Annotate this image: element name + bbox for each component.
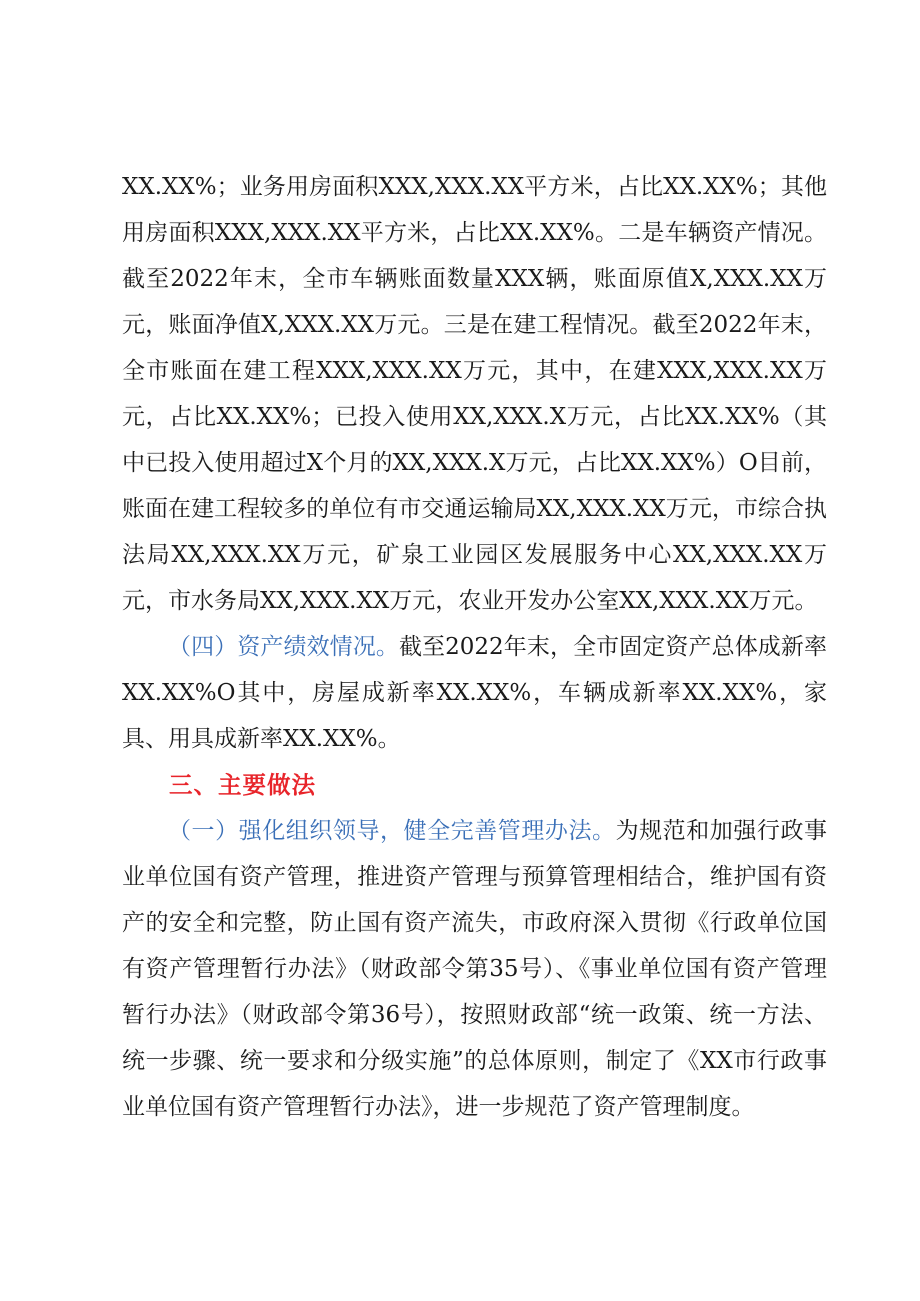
subheading-organization-leadership: （一）强化组织领导，健全完善管理办法。 [168, 818, 616, 844]
paragraph-text: XX.XX%；业务用房面积XXX,XXX.XX平方米，占比XX.XX%；其他用房面积XXX,XXX.XX平方米，占比XX.XX%。二是车辆资产情况。截至2022年末，全市车辆账面数量XXX辆，账面原值X,XXX.XX万元，账面净值X,XXX.XX万元。三是在建工程情况。截至2022年末，全市账面在建工程XXX,XXX.XX万元，其中，在建XXX,XXX.XX万元，占比XX.XX%；已投入使用XX,XXX.X万元，占比XX.XX%（其中已投入使用超过X个月的XX,XXX.X万元，占比XX.XX%）O目前，账面在建工程较多的单位有市交通运输局XX,XXX.XX万元，市综合执法局XX,XXX.XX万元，矿泉工业园区发展服务中心XX,XXX.XX万元，市水务局XX,XXX.XX万元，农业开发办公室XX,XXX.XX万元。 [122, 174, 827, 614]
subheading-asset-performance: （四）资产绩效情况。 [168, 634, 399, 660]
paragraph-text: 截至2022年末，全市固定资产总体成新率XX.XX%O其中，房屋成新率XX.XX%，车辆成新率XX.XX%，家具、用具成新率XX.XX%。 [122, 634, 827, 752]
paragraph-organization-leadership [122, 808, 827, 1130]
paragraph-asset-performance [122, 624, 827, 762]
section-heading-main-practices: 三、主要做法 [169, 771, 316, 799]
paragraph-building-vehicle-construction [122, 164, 827, 624]
document-body [122, 164, 827, 1130]
paragraph-text: 为规范和加强行政事业单位国有资产管理，推进资产管理与预算管理相结合，维护国有资产的安全和完整，防止国有资产流失，市政府深入贯彻《行政单位国有资产管理暂行办法》（财政部令第35号）、《事业单位国有资产管理暂行办法》（财政部令第36号），按照财政部“统一政策、统一方法、统一步骤、统一要求和分级实施”的总体原则，制定了《XX市行政事业单位国有资产管理暂行办法》，进一步规范了资产管理制度。 [122, 818, 828, 1120]
